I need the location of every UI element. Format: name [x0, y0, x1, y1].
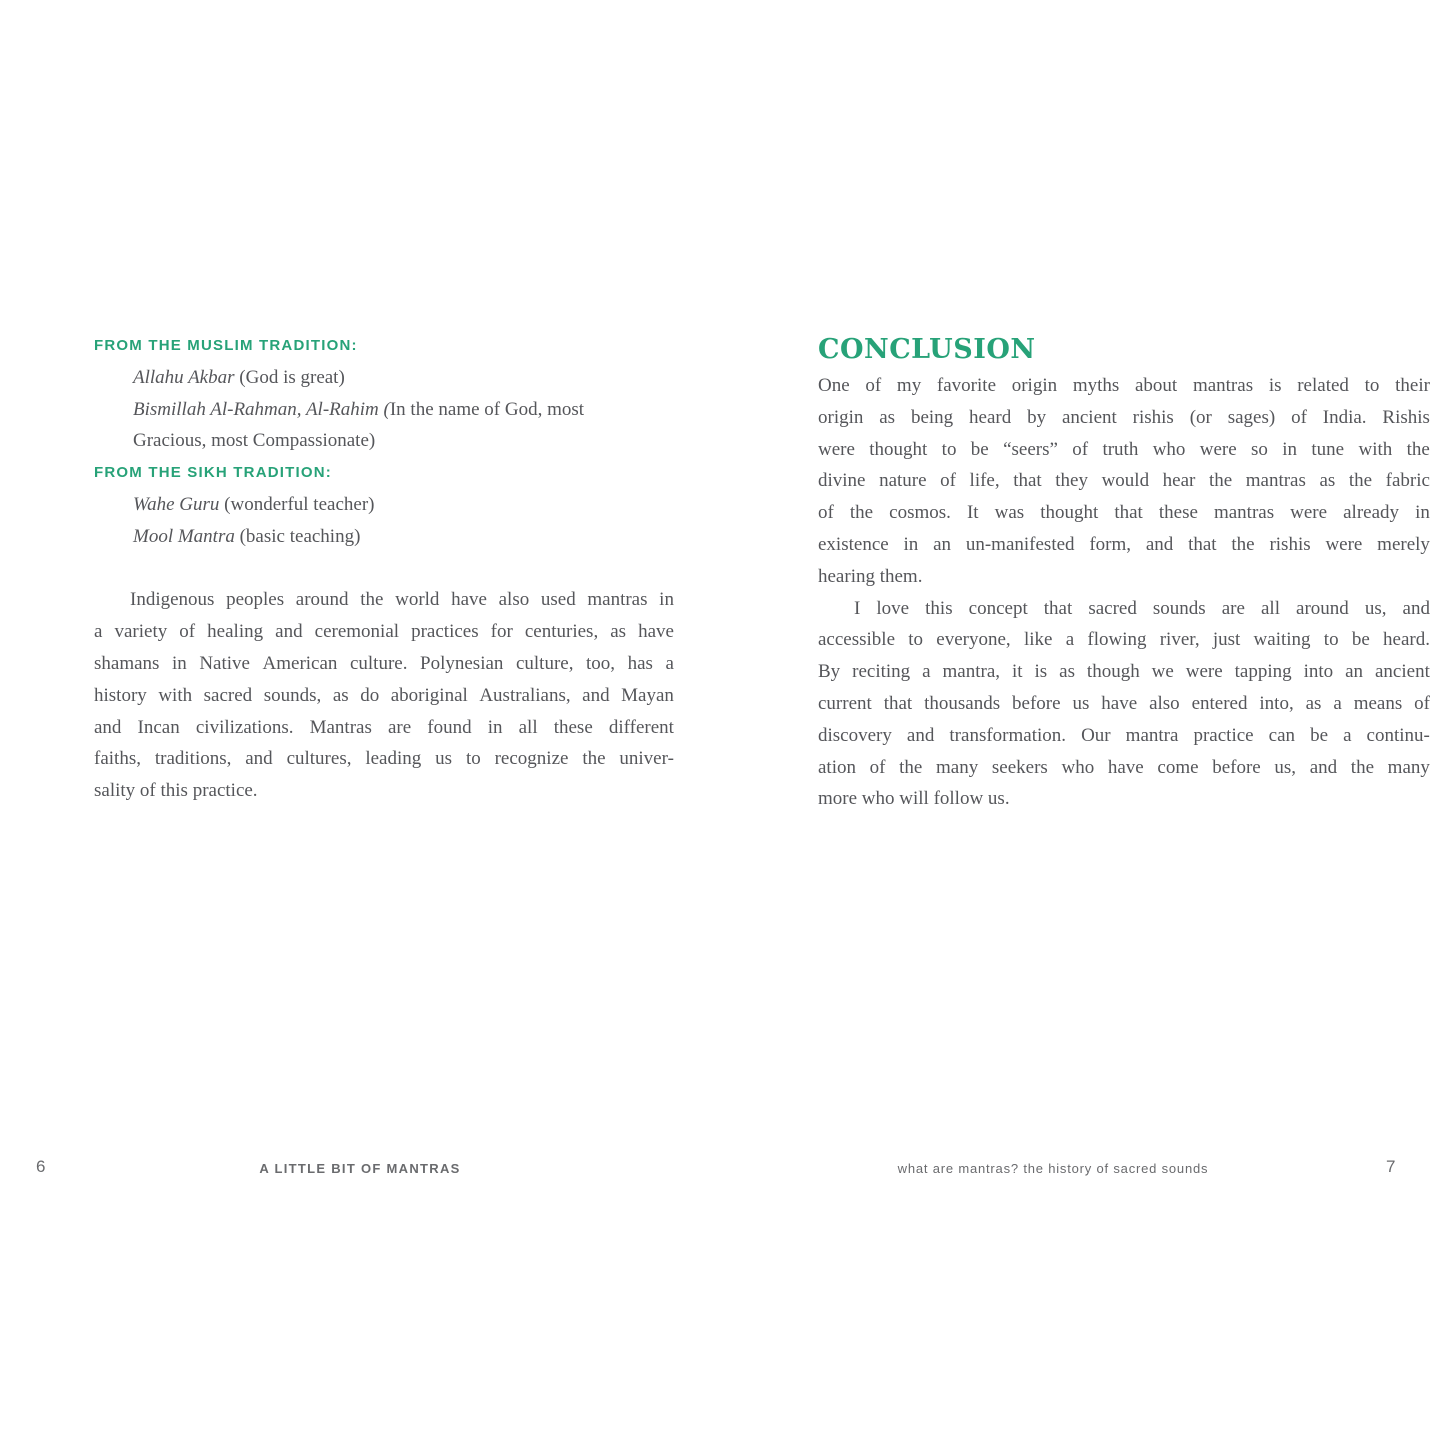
mantra-roman: (wonderful teacher)	[219, 493, 375, 515]
mantra-line	[94, 425, 674, 457]
footer-running-title-right: what are mantras? the history of sacred sounds	[897, 1161, 1209, 1176]
footer-page-number-left: 6	[36, 1157, 46, 1176]
right-page	[818, 330, 1430, 815]
mantra-roman: Gracious, most Compassionate)	[133, 430, 376, 452]
text-line: a variety of healing and ceremonial practices for centuries, as have	[94, 621, 674, 643]
conclusion-heading: CONCLUSION	[818, 334, 1036, 365]
section-heading-muslim: FROM THE MUSLIM TRADITION:	[94, 337, 358, 354]
text-line: hearing them.	[818, 565, 923, 587]
vertical-spacer	[94, 553, 674, 585]
text-line: of the cosmos. It was thought that these mantras were already in	[818, 502, 1430, 524]
mantra-line	[94, 362, 674, 394]
text-line: were thought to be “seers” of truth who were so in tune with the	[818, 438, 1430, 460]
text-line: sality of this practice.	[94, 780, 258, 802]
mantra-italic: Wahe Guru	[133, 493, 220, 515]
footer-page-number-right: 7	[1386, 1157, 1396, 1176]
text-line: divine nature of life, that they would hear the mantras as the fabric	[818, 470, 1430, 492]
text-line: history with sacred sounds, as do aboriginal Australians, and Mayan	[94, 684, 674, 706]
mantra-roman: In the name of God, most	[389, 398, 585, 420]
mantra-line	[94, 394, 674, 426]
text-line: One of my favorite origin myths about mantras is related to their	[818, 375, 1430, 396]
text-line: shamans in Native American culture. Polynesian culture, too, has a	[94, 652, 674, 674]
left-page	[94, 330, 674, 807]
text-line: current that thousands before us have also entered into, as a means of	[818, 692, 1430, 714]
paragraph-origin-myth	[818, 370, 1430, 593]
text-line: origin as being heard by ancient rishis (or sages) of India. Rishis	[818, 406, 1430, 428]
mantra-roman: (God is great)	[234, 366, 345, 388]
mantra-italic: Mool Mantra	[133, 525, 235, 547]
text-line: and Incan civilizations. Mantras are found in all these different	[94, 716, 674, 738]
text-line: faiths, traditions, and cultures, leading us to recognize the univer-	[94, 748, 674, 770]
paragraph-sacred-sounds	[818, 593, 1430, 816]
section-heading-sikh: FROM THE SIKH TRADITION:	[94, 464, 332, 482]
text-line: discovery and transformation. Our mantra practice can be a continu-	[818, 724, 1430, 746]
mantra-italic: Allahu Akbar	[133, 366, 235, 388]
mantra-roman: (basic teaching)	[234, 525, 361, 547]
paragraph-indigenous	[94, 584, 674, 807]
text-line: ation of the many seekers who have come before us, and the many	[818, 756, 1430, 778]
text-line: By reciting a mantra, it is as though we were tapping into an ancient	[818, 661, 1430, 683]
mantra-line	[94, 489, 674, 521]
text-line: existence in an un-manifested form, and that the rishis were merely	[818, 533, 1430, 555]
text-line: I love this concept that sacred sounds are all around us, and	[854, 597, 1430, 619]
mantra-italic: Bismillah Al-Rahman, Al-Rahim (	[133, 398, 390, 420]
mantra-line	[94, 521, 674, 553]
text-line: accessible to everyone, like a flowing river, just waiting to be heard.	[818, 629, 1430, 651]
footer-running-title-left: A LITTLE BIT OF MANTRAS	[259, 1161, 461, 1176]
text-line: Indigenous peoples around the world have also used mantras in	[130, 589, 674, 611]
text-line: more who will follow us.	[818, 788, 1010, 810]
